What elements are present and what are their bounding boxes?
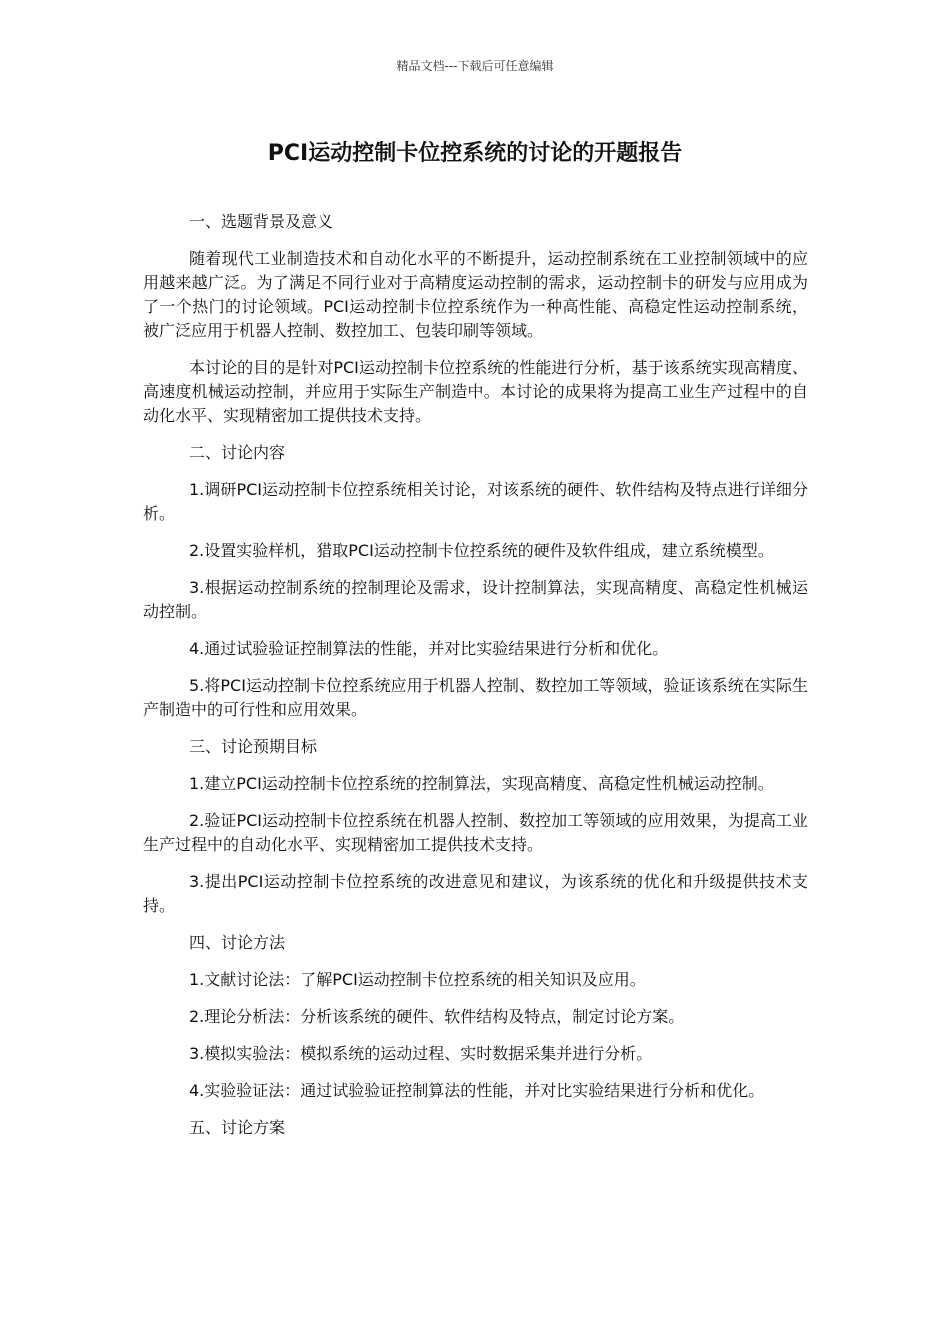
list-item: 5.将PCI运动控制卡位控系统应用于机器人控制、数控加工等领域，验证该系统在实际生产制造中的可行性和应用效果。 xyxy=(143,676,808,719)
paragraph: 本讨论的目的是针对PCI运动控制卡位控系统的性能进行分析，基于该系统实现高精度、高速度机械运动控制，并应用于实际生产制造中。本讨论的成果将为提高工业生产过程中的自动化水平、实现精密加工提供技术支持。 xyxy=(143,358,808,425)
list-item: 2.理论分析法：分析该系统的硬件、软件结构及特点，制定讨论方案。 xyxy=(189,1007,685,1026)
list-item: 3.模拟实验法：模拟系统的运动过程、实时数据采集并进行分析。 xyxy=(189,1044,653,1063)
section-heading-content: 二、讨论内容 xyxy=(189,443,286,462)
list-item: 1.文献讨论法：了解PCI运动控制卡位控系统的相关知识及应用。 xyxy=(189,970,646,989)
list-item: 2.验证PCI运动控制卡位控系统在机器人控制、数控加工等领域的应用效果，为提高工业生产过程中的自动化水平、实现精密加工提供技术支持。 xyxy=(143,811,808,854)
list-item: 1.建立PCI运动控制卡位控系统的控制算法，实现高精度、高稳定性机械运动控制。 xyxy=(189,774,774,793)
section-heading-background: 一、选题背景及意义 xyxy=(189,212,334,231)
list-item: 3.提出PCI运动控制卡位控系统的改进意见和建议，为该系统的优化和升级提供技术支持。 xyxy=(143,872,808,915)
list-item: 1.调研PCI运动控制卡位控系统相关讨论，对该系统的硬件、软件结构及特点进行详细分析。 xyxy=(143,480,808,523)
page-title: PCI运动控制卡位控系统的讨论的开题报告 xyxy=(267,141,683,166)
document-body xyxy=(143,210,808,1153)
list-item: 4.通过试验验证控制算法的性能，并对比实验结果进行分析和优化。 xyxy=(189,639,669,658)
list-item: 4.实验验证法：通过试验验证控制算法的性能，并对比实验结果进行分析和优化。 xyxy=(189,1081,765,1100)
section-heading-goals: 三、讨论预期目标 xyxy=(189,737,318,756)
list-item: 2.设置实验样机，猎取PCI运动控制卡位控系统的硬件及软件组成，建立系统模型。 xyxy=(189,541,774,560)
section-heading-plan: 五、讨论方案 xyxy=(189,1118,286,1137)
list-item: 3.根据运动控制系统的控制理论及需求，设计控制算法，实现高精度、高稳定性机械运动控制。 xyxy=(143,578,808,621)
section-heading-methods: 四、讨论方法 xyxy=(189,933,286,952)
header-note: 精品文档---下载后可任意编辑 xyxy=(396,59,554,73)
paragraph: 随着现代工业制造技术和自动化水平的不断提升，运动控制系统在工业控制领域中的应用越来越广泛。为了满足不同行业对于高精度运动控制的需求，运动控制卡的研发与应用成为了一个热门的讨论领域。PCI运动控制卡位控系统作为一种高性能、高稳定性运动控制系统，被广泛应用于机器人控制、数控加工、包装印刷等领域。 xyxy=(143,249,808,340)
